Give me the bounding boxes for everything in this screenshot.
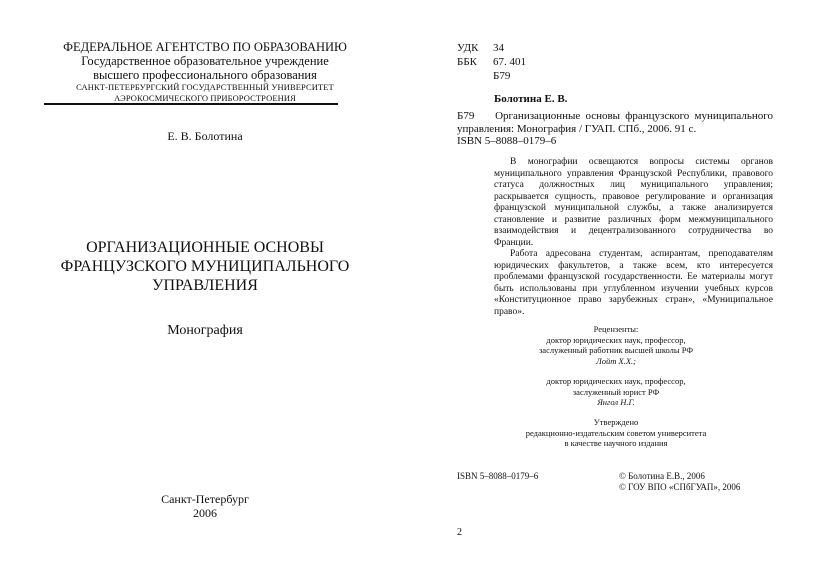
approved-line-2: редакционно-издательским советом университета — [525, 427, 707, 438]
reviewer-2-title: заслуженный юрист РФ — [572, 386, 660, 397]
title-line-3: УПРАВЛЕНИЯ — [152, 277, 258, 294]
header-divider — [44, 103, 338, 105]
approved-line-3: в качестве научного издания — [564, 438, 668, 448]
biblio-line-2: управления: Монография / ГУАП. СПб., 2006. 91 с. — [457, 122, 697, 135]
biblio-line-1: Б79 Организационные основы французского муниципального — [457, 110, 773, 122]
reviewer-1-title: заслуженный работник высшей школы РФ — [538, 345, 694, 355]
bbk-value: 67. 401 — [493, 56, 526, 68]
right-page — [410, 0, 819, 579]
biblio-isbn: ISBN 5–8088–0179–6 — [457, 135, 557, 147]
university-line-2: АЭРОКОСМИЧЕСКОГО ПРИБОРОСТРОЕНИЯ — [114, 93, 296, 103]
udk-label: УДК — [457, 42, 479, 54]
imprint-city: Санкт-Петербург — [161, 492, 249, 506]
copyright-publisher: © ГОУ ВПО «СПбГУАП», 2006 — [619, 481, 741, 492]
bibliographic-record — [457, 110, 773, 148]
title-line-1: ОРГАНИЗАЦИОННЫЕ ОСНОВЫ — [86, 239, 324, 256]
approval-block — [500, 417, 732, 449]
abstract — [494, 157, 773, 318]
udk-row — [457, 41, 526, 55]
institution-line-1: Государственное образовательное учреждение — [81, 54, 329, 68]
bbk-label: ББК — [457, 56, 477, 68]
institution-line-2: высшего профессионального образования — [93, 68, 317, 82]
reviewer-1-name: Лойт Х.Х.; — [596, 355, 636, 366]
reviewers-label: Рецензенты: — [593, 324, 639, 334]
classification-block — [457, 41, 526, 83]
isbn-footer: ISBN 5–8088–0179–6 — [457, 471, 539, 481]
imprint-year: 2006 — [193, 506, 217, 520]
reviewer-2-degree: доктор юридических наук, профессор, — [546, 376, 686, 386]
book-title — [40, 238, 370, 295]
copyright-block — [619, 471, 740, 492]
abstract-paragraph-1: В монографии освещаются вопросы системы органов муниципального управления Французской Республики, правового статуса должностных лиц муниципального управления; раскрывается сущность, правовое регулирование и организация французской муниципальной службы, а также анализируется становление и развитие различных форм межмуниципального взаимодействия и децентрализованного сотрудничества во Франции. — [494, 157, 773, 248]
book-subtitle: Монография — [167, 323, 243, 338]
publisher-header — [40, 40, 370, 104]
approved-line-1: Утверждено — [593, 417, 639, 427]
udk-value: 34 — [493, 42, 504, 54]
abstract-paragraph-2: Работа адресована студентам, аспирантам, преподавателям юридических факультетов, а также всем, кто интересуется проблемами французской государственности. Ее материалы могут быть использованы при углубленном изучении учебных курсов «Конституционное право зарубежных стран», «Муниципальное право». — [494, 249, 773, 317]
reviewer-2-name: Янгол Н.Г. — [597, 397, 635, 407]
author-mark: Б79 — [493, 70, 511, 82]
university-line-1: САНКТ-ПЕТЕРБУРГСКИЙ ГОСУДАРСТВЕННЫЙ УНИВЕРСИТЕТ — [76, 82, 334, 92]
page-number: 2 — [457, 527, 462, 538]
copyright-author: © Болотина Е.В., 2006 — [619, 471, 705, 481]
book-author: Е. В. Болотина — [167, 129, 243, 143]
reviewer-1-degree: доктор юридических наук, профессор, — [546, 334, 686, 345]
bbk-row — [457, 55, 526, 69]
catalog-author: Болотина Е. В. — [494, 93, 568, 105]
reviewers-block — [500, 324, 732, 408]
imprint — [40, 492, 370, 520]
title-line-2: ФРАНЦУЗСКОГО МУНИЦИПАЛЬНОГО — [60, 258, 350, 275]
agency-name: ФЕДЕРАЛЬНОЕ АГЕНТСТВО ПО ОБРАЗОВАНИЮ — [63, 40, 347, 54]
author-mark-row — [457, 69, 526, 83]
